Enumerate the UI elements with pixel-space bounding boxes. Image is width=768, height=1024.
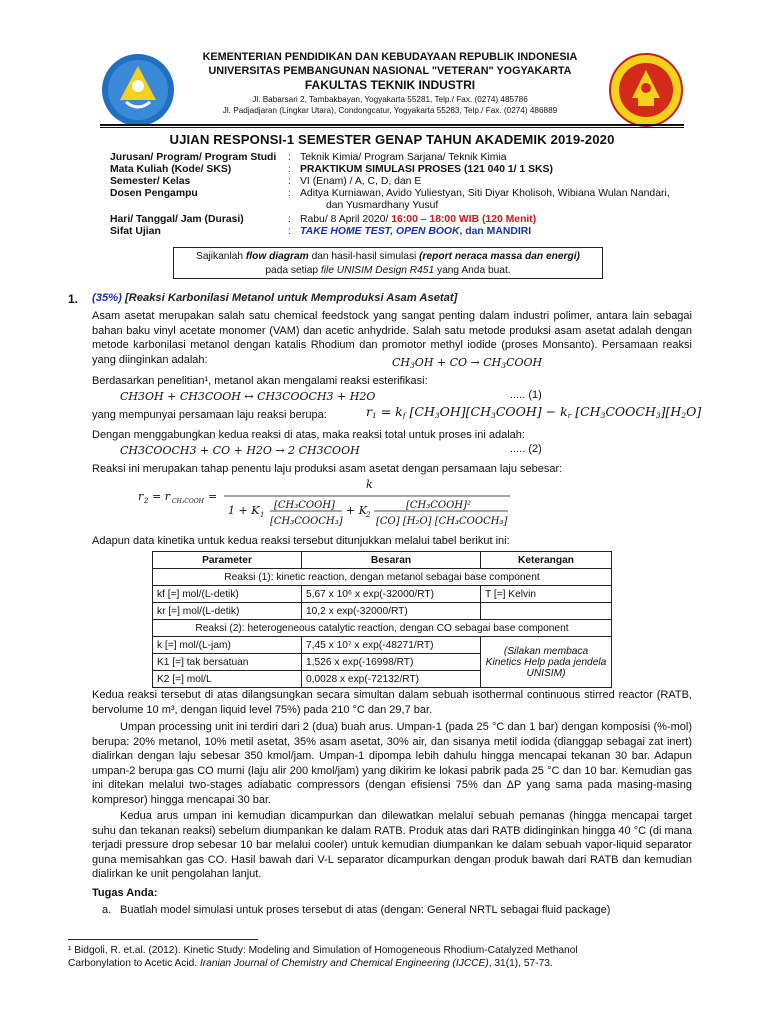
question-paragraph: Asam asetat merupakan salah satu chemical feedstock yang sangat penting dalam industri polimer, antara lain sebagai bahan baku vinyl acetate monomer (VAM) dan acetic anhydride. Salah satu metode produksi asam asetat adalah dengan metode karbonilasi metanol dengan katalis Rhodium dan promotor methyl iodide (proses Monsanto). Persamaan reaksi yang diinginkan adalah: [92,310,692,366]
question-paragraph: Dengan menggabungkan kedua reaksi di atas, maka reaksi total untuk proses ini adalah: [92,429,525,441]
exam-title: UJIAN RESPONSI-1 SEMESTER GENAP TAHUN AKADEMIK 2019-2020 [169,132,615,147]
instruction-box: Sajikanlah flow diagram dan hasil-hasil simulasi (report neraca massa dan energi) pada setiap file UNISIM Design R451 yang Anda buat. [173,247,603,279]
table-header-row: Parameter Besaran Keterangan [153,552,612,569]
svg-text:[CH₃COOH]²: [CH₃COOH]² [406,500,471,511]
question-paragraph: yang mempunyai persamaan laju reaksi berupa: [92,409,327,421]
table-row: kr [=] mol/(L-detik) 10,2 x exp(-32000/RT) [153,603,612,620]
address-line-2: Jl. Padjadjaran (Lingkar Utara), Condongcatur, Yogyakarta 55283, Telp./ Fax. (0274) 486889 [222,106,558,115]
equation-number: ..... (1) [510,389,542,401]
letterhead [190,50,590,116]
question-paragraph: Adapun data kinetika untuk kedua reaksi tersebut ditunjukkan melalui tabel berikut ini: [92,535,510,547]
table-row: Reaksi (1): kinetic reaction, dengan metanol sebagai base component [153,569,612,586]
feed-paragraph: Umpan processing unit ini terdiri dari 2 (dua) buah arus. Umpan-1 (pada 25 °C dan 1 bar) dengan komposisi (%-mol) berupa: 20% metanol, 10% metil asetat, 35% asam asetat, 30% air, dan sisanya metil iodida (dianggap sebagai zat inert) dialirkan dengan laju sebesar 350 kmol/jam. Umpan-1 dipompa lebih dahulu hingga mencapai tekanan 30 bar. Adapun umpan-2 berupa gas CO murni (laju alir 200 kmol/jam) yang dikirim ke lokasi pabrik pada 25 °C dan 10 bar. Kemudian gas ini ditekan melalui two-stages adiabatic compressors (dengan efisiensi 75% dan ΔP yang sama pada masing-masing kompresor) hingga mencapai 30 bar. [92,721,692,806]
total-reaction-equation: CH3COOCH3 + CO + H2O → 2 CH3COOH [120,444,360,457]
info-row: Semester/ Kelas : VI (Enam) / A, C, D, dan E [110,176,422,187]
address-line-1: Jl. Babarsari 2, Tambakbayan, Yogyakarta 55281, Telp./ Fax. (0274) 485786 [252,95,528,104]
svg-text:1 + K: 1 + K [228,504,260,517]
table-row: Reaksi (2): heterogeneous catalytic reaction, dengan CO sebagai base component [153,620,612,637]
rate-equation-1: $r_1 = k_f$ $[CH_3OH][CH_3COOH] - k_r$ $[CH_3COOCH_3][H_2O]$ [366,404,702,420]
task-label: a. [102,904,112,916]
header-rule-thin [100,127,684,128]
svg-text:+ K: + K [346,504,367,517]
svg-text:[CH₃COOCH₃]: [CH₃COOCH₃] [270,516,343,527]
tasks-title: Tugas Anda: [92,887,158,899]
svg-text:=: = [208,490,218,503]
reactor-paragraph: Kedua reaksi tersebut di atas dilangsungkan secara simultan dalam sebuah isothermal continuous stirred reactor (RATB, bervolume 10 m³, dengan liquid level 75%) pada 210 °C dan 29,7 bar. [92,689,692,716]
question-number: 1. [68,292,79,306]
main-reaction-equation: $CH_3OH$ + CO → $CH_3COOH$ [392,356,543,370]
table-row: k [=] mol/(L-jam) 7,45 x 10⁷ x exp(-48271/RT) (Silakan membaca Kinetics Help pada jendela UNISIM) [153,637,612,654]
table-row: kf [=] mol/(L-detik) 5,67 x 10⁶ x exp(-32000/RT) T [=] Kelvin [153,586,612,603]
rate-equation-2 [138,476,518,532]
question-paragraph: Berdasarkan penelitian¹, metanol akan mengalami reaksi esterifikasi: [92,375,428,387]
info-row: Sifat Ujian : TAKE HOME TEST, OPEN BOOK, dan MANDIRI [110,226,532,237]
university-name: UNIVERSITAS PEMBANGUNAN NASIONAL "VETERAN" YOGYAKARTA [208,65,572,77]
footnote-rule [68,939,258,940]
svg-text:2: 2 [366,511,371,519]
table-row: K1 [=] tak bersatuan 1,526 x exp(-16998/RT) [153,654,612,671]
svg-text:1: 1 [260,511,265,519]
svg-text:CH₃COOH: CH₃COOH [172,498,204,505]
footnote: ¹ Bidgoli, R. et.al. (2012). Kinetic Study: Modeling and Simulation of Homogeneous Rhodium-Catalyzed Methanol Carbonylation to Acetic Acid. Iranian Journal of Chemistry and Chemical Engineering (IJCCE), 31(1), 57-73. [68,945,578,969]
table-row: K2 [=] mol/L 0,0028 x exp(-72132/RT) [153,671,612,688]
process-paragraph: Kedua arus umpan ini kemudian dicampurkan dan dilewatkan melalui sebuah pemanas (hingga mencapai target suhu dan tekanan reaksi) sebelum diumpankan ke dalam RATB. Produk atas dari RATB didinginkan hingga 40 °C (di mana terjadi pressure drop sebesar 10 bar melalui cooler) untuk kemudian diumpankan ke dalam sebuah vapor-liquid separator guna memisahkan gas CO. Hasil bawah dari V-L separator dicampurkan dengan produk bawah dari RATB dan kemudian dialirkan ke unit pengolahan lanjut. [92,810,692,881]
question-paragraph: Reaksi ini merupakan tahap penentu laju produksi asam asetat dengan persamaan laju sebesar: [92,463,563,475]
info-row: Mata Kuliah (Kode/ SKS) : PRAKTIKUM SIMULASI PROSES (121 040 1/ 1 SKS) [110,164,553,175]
header-rule [100,124,684,126]
info-row: Jurusan/ Program/ Program Studi : Teknik Kimia/ Program Sarjana/ Teknik Kimia [110,152,507,163]
svg-text:k: k [366,478,373,491]
svg-text:[CO] [H₂O] [CH₃COOCH₃]: [CO] [H₂O] [CH₃COOCH₃] [376,516,508,527]
svg-text:r: r [138,490,144,503]
exam-info [110,152,710,238]
svg-text:2: 2 [144,497,149,505]
question-title: (35%) [Reaksi Karbonilasi Metanol untuk Memproduksi Asam Asetat] [92,292,458,304]
ministry-name: KEMENTERIAN PENDIDIKAN DAN KEBUDAYAAN REPUBLIK INDONESIA [202,51,578,63]
university-seal-icon [608,52,684,128]
info-row: Hari/ Tanggal/ Jam (Durasi) : Rabu/ 8 April 2020/ 16:00 – 18:00 WIB (120 Menit) [110,214,537,225]
faculty-name: FAKULTAS TEKNIK INDUSTRI [304,78,476,92]
info-row: Dosen Pengampu : Aditya Kurniawan, Avido Yuliestyan, Siti Diyar Kholisoh, Wibiana Wulan Nandari, dan Yusmardhany Yusuf [110,188,670,211]
kinetics-table [152,551,612,688]
svg-text:= r: = r [152,490,170,503]
ministry-logo-icon [100,52,176,128]
esterification-equation: CH3OH + CH3COOH ↔ CH3COOCH3 + H2O [120,390,376,403]
svg-text:[CH₃COOH]: [CH₃COOH] [274,500,335,511]
task-a: Buatlah model simulasi untuk proses tersebut di atas (dengan: General NRTL sebagai fluid package) [120,904,611,916]
equation-number: ..... (2) [510,443,542,455]
